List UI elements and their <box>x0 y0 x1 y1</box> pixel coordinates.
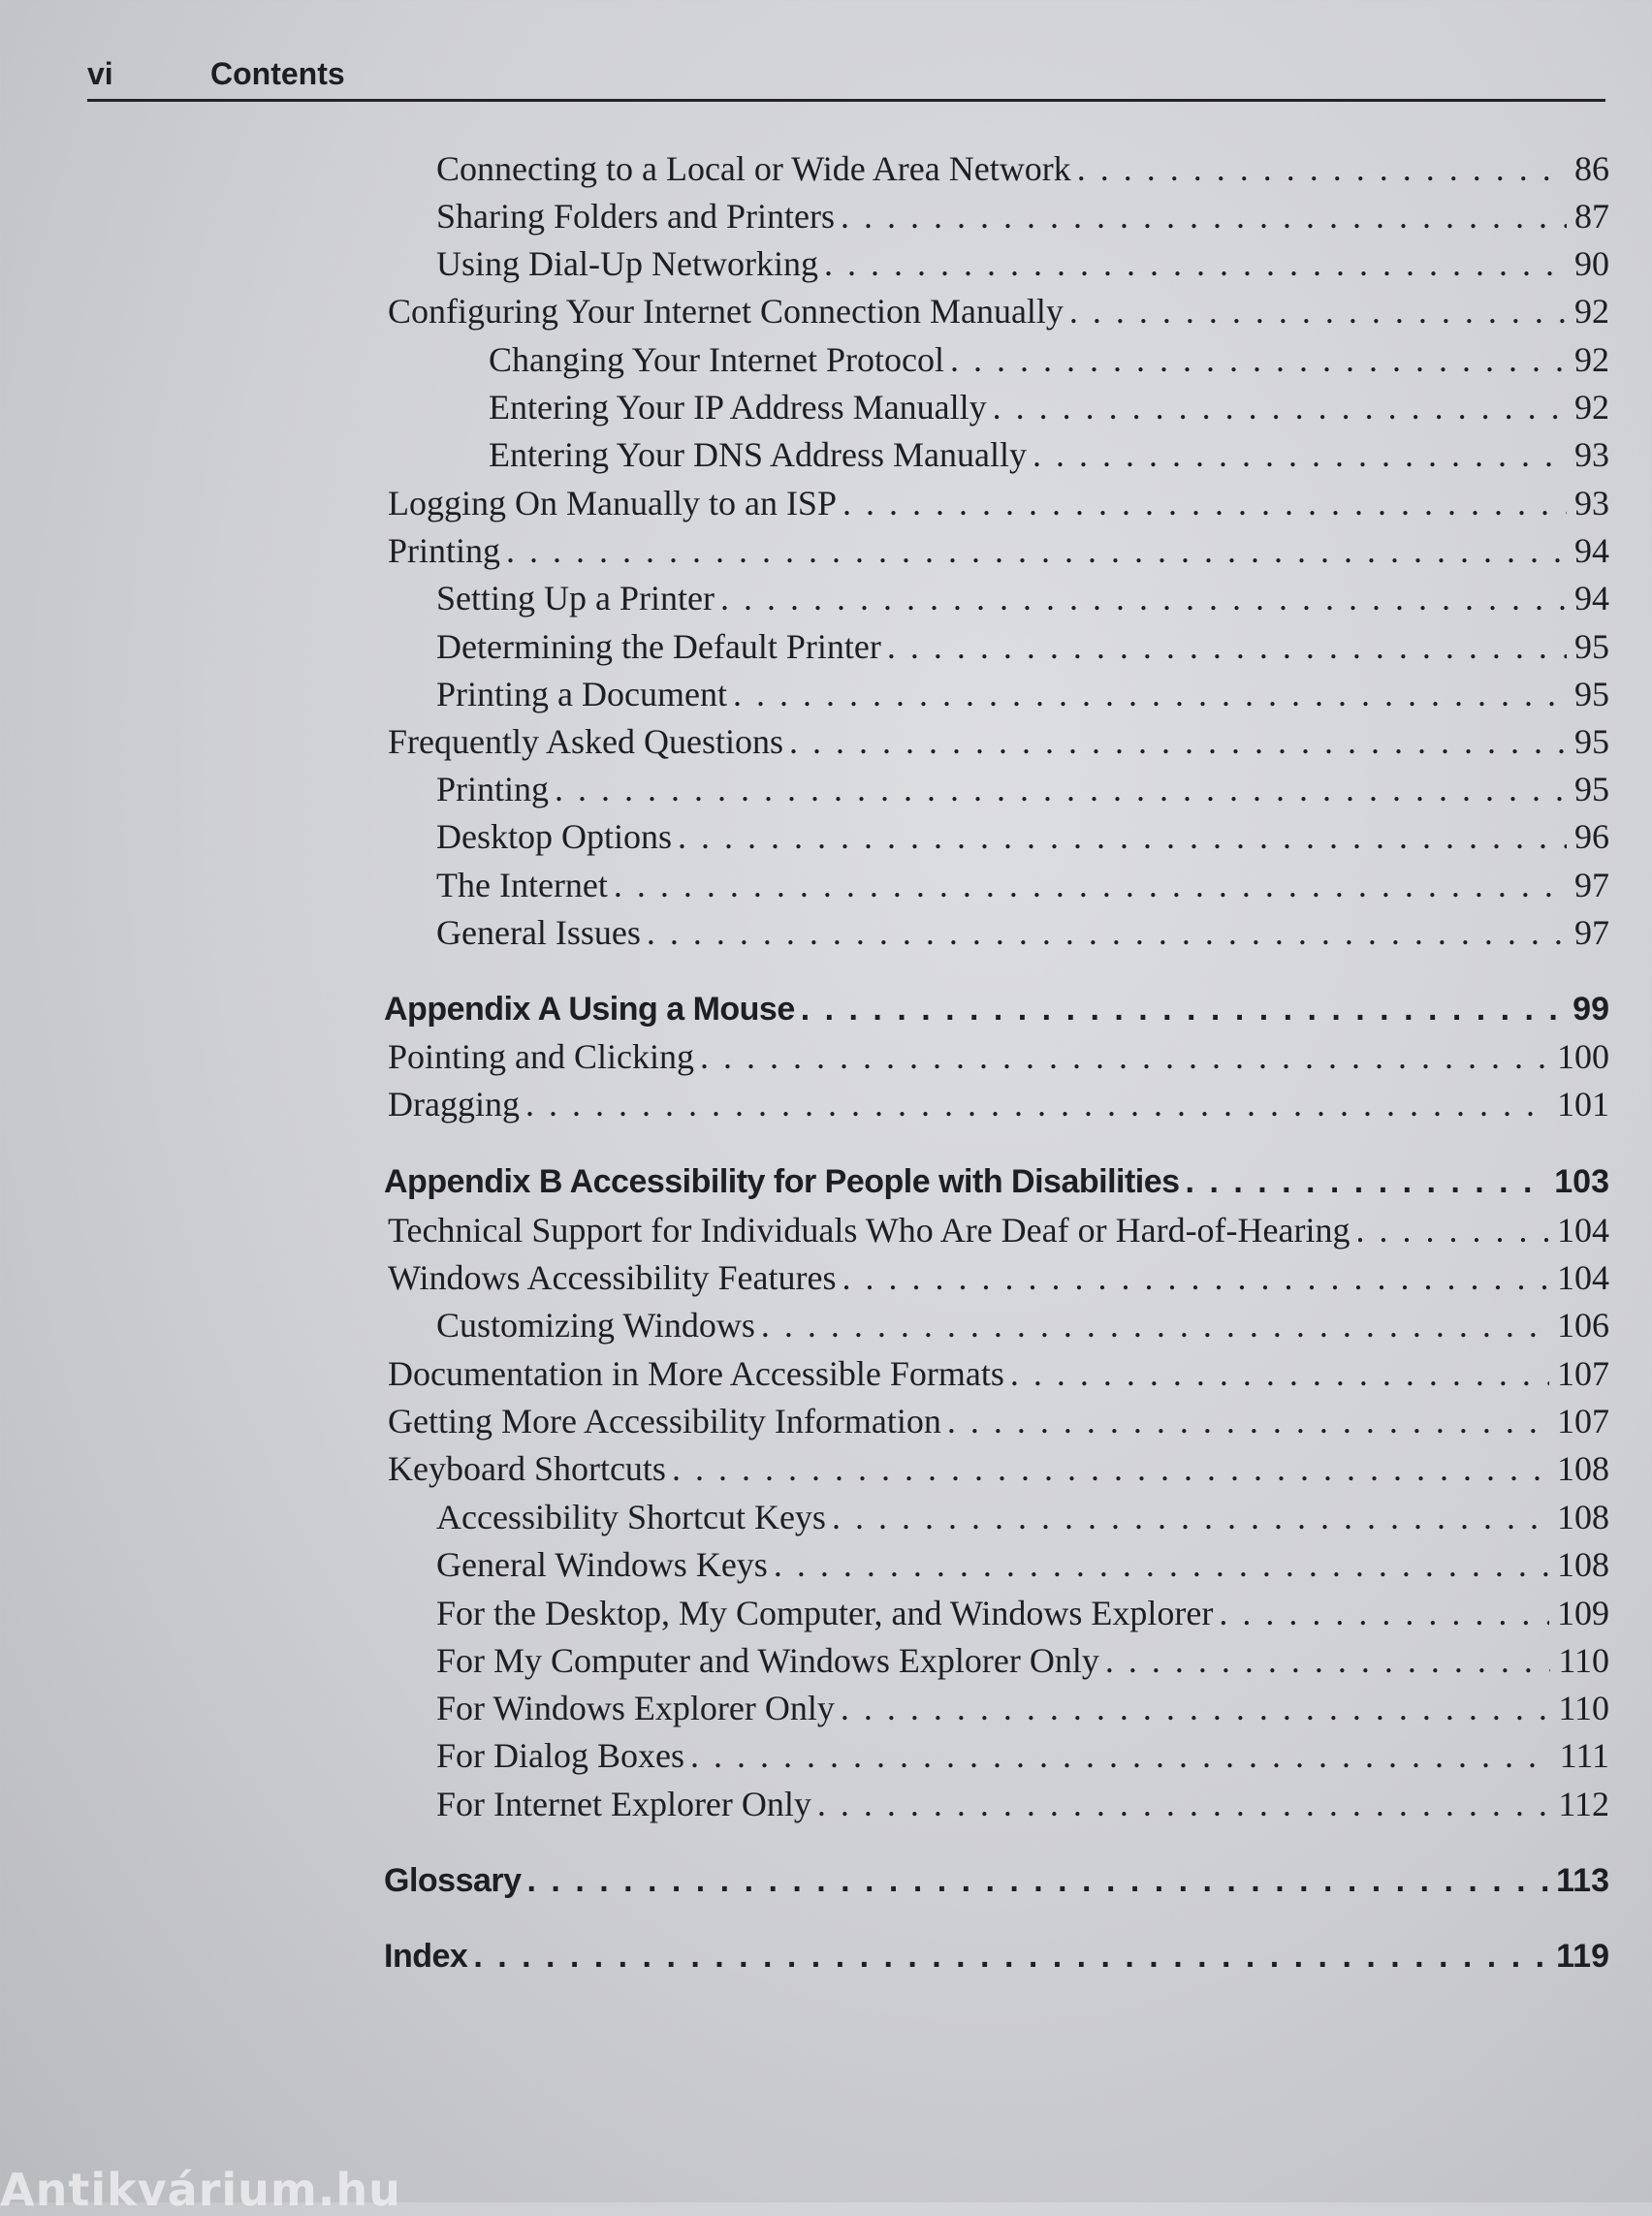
toc-entry-title: Frequently Asked Questions <box>388 722 783 761</box>
toc-entry <box>388 718 1609 765</box>
toc-leader-dots <box>824 240 1567 287</box>
toc-entry-page: 92 <box>1574 340 1609 379</box>
toc-entry <box>436 1302 1609 1348</box>
toc-entry-page: 101 <box>1557 1085 1609 1124</box>
toc-entry-title: Appendix B Accessibility for People with Disabilities <box>384 1163 1180 1200</box>
toc-leader-dots <box>887 623 1567 670</box>
toc-entry-title: Documentation in More Accessible Formats <box>388 1354 1004 1393</box>
toc-entry-page: 100 <box>1557 1037 1609 1076</box>
toc-entry-title: Accessibility Shortcut Keys <box>436 1498 826 1536</box>
toc-entry-title: Sharing Folders and Printers <box>436 197 835 236</box>
toc-entry <box>436 813 1609 860</box>
toc-entry-title: Printing <box>436 770 550 808</box>
toc-entry <box>388 1350 1609 1397</box>
toc-entry <box>388 480 1609 526</box>
toc-leader-dots <box>527 1857 1549 1904</box>
toc-entry <box>388 1254 1609 1301</box>
toc-entry <box>436 1685 1609 1731</box>
toc-entry <box>436 240 1609 287</box>
toc-entry-page: 111 <box>1559 1736 1609 1775</box>
page-number: vi <box>87 56 113 91</box>
toc-leader-dots <box>842 1254 1549 1301</box>
toc-entry-title: Logging On Manually to an ISP <box>388 484 837 522</box>
toc-entry-title: Keyboard Shortcuts <box>388 1449 666 1488</box>
toc-entry-page: 94 <box>1574 579 1609 617</box>
toc-entry <box>388 1033 1609 1080</box>
toc-entry-title: Configuring Your Internet Connection Manually <box>388 292 1064 331</box>
toc-leader-dots <box>993 384 1567 430</box>
toc-leader-dots <box>1032 431 1567 478</box>
toc-entry-title: Connecting to a Local or Wide Area Network <box>436 149 1071 188</box>
toc-leader-dots <box>950 336 1567 383</box>
toc-entry-title: Dragging <box>388 1085 520 1124</box>
toc-leader-dots <box>678 813 1567 860</box>
toc-entry-title: Pointing and Clicking <box>388 1037 695 1076</box>
toc-leader-dots <box>506 527 1567 574</box>
toc-entry-page: 93 <box>1574 435 1609 474</box>
toc-entry-page: 108 <box>1557 1545 1609 1584</box>
toc-leader-dots <box>1186 1158 1547 1205</box>
toc-leader-dots <box>841 193 1567 239</box>
toc-leader-dots <box>761 1302 1549 1348</box>
toc-entry <box>489 336 1609 383</box>
toc-entry-title: Entering Your DNS Address Manually <box>489 435 1027 474</box>
toc-leader-dots <box>801 986 1565 1032</box>
toc-entry-page: 104 <box>1557 1211 1609 1250</box>
toc-leader-dots <box>1105 1637 1551 1684</box>
toc-leader-dots <box>1069 288 1567 334</box>
toc-entry-title: General Issues <box>436 913 641 952</box>
toc-entry <box>436 766 1609 812</box>
toc-entry <box>436 623 1609 670</box>
toc-entry-page: 92 <box>1574 388 1609 427</box>
toc-entry-title: For My Computer and Windows Explorer Only <box>436 1641 1099 1680</box>
toc-entry-page: 95 <box>1574 770 1609 808</box>
toc-leader-dots <box>733 671 1567 717</box>
toc-entry <box>384 1933 1609 1979</box>
toc-entry-page: 97 <box>1574 913 1609 952</box>
toc-entry <box>436 193 1609 239</box>
toc-entry-page: 108 <box>1557 1498 1609 1536</box>
toc-entry-title: Setting Up a Printer <box>436 579 715 617</box>
toc-entry <box>436 1781 1609 1827</box>
toc-entry-page: 107 <box>1557 1402 1609 1440</box>
toc-leader-dots <box>774 1541 1549 1588</box>
toc-entry-page: 86 <box>1574 149 1609 188</box>
toc-entry-page: 110 <box>1558 1641 1609 1680</box>
toc-entry-title: Getting More Accessibility Information <box>388 1402 941 1440</box>
toc-entry <box>436 575 1609 621</box>
toc-entry-title: Index <box>384 1938 468 1975</box>
toc-entry-page: 95 <box>1574 627 1609 666</box>
toc-entry-page: 95 <box>1574 675 1609 713</box>
toc-leader-dots <box>1077 145 1567 192</box>
toc-entry-title: General Windows Keys <box>436 1545 768 1584</box>
toc-leader-dots <box>672 1445 1549 1492</box>
toc-leader-dots <box>947 1398 1549 1444</box>
toc-entry <box>436 671 1609 717</box>
toc-entry-title: Windows Accessibility Features <box>388 1258 837 1297</box>
toc-entry-page: 108 <box>1557 1449 1609 1488</box>
toc-leader-dots <box>817 1781 1550 1827</box>
toc-entry-page: 96 <box>1574 817 1609 856</box>
toc-entry-title: Technical Support for Individuals Who Are Deaf or Hard-of-Hearing <box>388 1211 1350 1250</box>
toc-leader-dots <box>789 718 1567 765</box>
toc-entry <box>489 384 1609 430</box>
toc-entry-page: 95 <box>1574 722 1609 761</box>
toc-entry <box>384 986 1609 1032</box>
toc-entry-page: 94 <box>1574 531 1609 570</box>
toc-entry-page: 97 <box>1574 866 1609 904</box>
toc-entry <box>436 1494 1609 1540</box>
toc-entry-page: 110 <box>1558 1689 1609 1727</box>
toc-entry <box>384 1857 1609 1904</box>
toc-leader-dots <box>473 1933 1548 1979</box>
toc-entry-page: 113 <box>1556 1862 1609 1899</box>
watermark: Antikvárium.hu <box>0 2164 401 2216</box>
toc-entry-title: Desktop Options <box>436 817 672 856</box>
toc-entry <box>388 1207 1609 1253</box>
toc-entry-page: 90 <box>1574 244 1609 283</box>
toc-leader-dots <box>720 575 1567 621</box>
toc-entry <box>388 1398 1609 1444</box>
toc-entry-title: For Internet Explorer Only <box>436 1785 811 1823</box>
toc-entry <box>436 1637 1609 1684</box>
toc-entry-title: Changing Your Internet Protocol <box>489 340 944 379</box>
toc-entry <box>436 1541 1609 1588</box>
toc-entry-title: Glossary <box>384 1862 522 1899</box>
running-head-title: Contents <box>210 56 345 91</box>
toc-entry-title: Printing <box>388 531 501 570</box>
toc-leader-dots <box>1219 1590 1549 1636</box>
toc-entry-page: 92 <box>1574 292 1609 331</box>
toc-entry-page: 87 <box>1574 197 1609 236</box>
toc-entry-page: 99 <box>1573 991 1609 1028</box>
toc-entry <box>436 1732 1609 1779</box>
toc-entry <box>489 431 1609 478</box>
toc-entry-title: Customizing Windows <box>436 1306 755 1345</box>
toc-entry-page: 104 <box>1557 1258 1609 1297</box>
toc-entry-page: 93 <box>1574 484 1609 522</box>
toc-entry-title: Using Dial-Up Networking <box>436 244 818 283</box>
toc-entry-title: Determining the Default Printer <box>436 627 881 666</box>
toc-entry <box>436 145 1609 192</box>
toc-entry-title: Entering Your IP Address Manually <box>489 388 987 427</box>
toc-entry-title: Appendix A Using a Mouse <box>384 991 795 1028</box>
toc-entry <box>388 527 1609 574</box>
toc-leader-dots <box>841 1685 1550 1731</box>
toc-leader-dots <box>1010 1350 1549 1397</box>
toc-leader-dots <box>555 766 1567 812</box>
toc-leader-dots <box>1355 1207 1549 1253</box>
toc-leader-dots <box>832 1494 1549 1540</box>
toc-entry <box>436 909 1609 956</box>
toc-entry-title: For Dialog Boxes <box>436 1736 684 1775</box>
toc-entry-page: 112 <box>1558 1785 1609 1823</box>
toc-entry-title: Printing a Document <box>436 675 727 713</box>
page-header <box>87 56 1605 102</box>
toc-leader-dots <box>647 909 1567 956</box>
toc-leader-dots <box>525 1081 1549 1127</box>
toc-entry <box>384 1158 1609 1205</box>
toc-entry-page: 106 <box>1557 1306 1609 1345</box>
toc-entry-page: 107 <box>1557 1354 1609 1393</box>
toc-entry-page: 119 <box>1556 1938 1609 1975</box>
toc-leader-dots <box>700 1033 1549 1080</box>
toc-entry <box>388 1081 1609 1127</box>
toc-entry <box>436 1590 1609 1636</box>
toc-entry <box>388 1445 1609 1492</box>
toc-entry <box>388 288 1609 334</box>
toc-leader-dots <box>690 1732 1552 1779</box>
toc-entry-page: 103 <box>1554 1163 1609 1200</box>
toc-entry-title: For the Desktop, My Computer, and Windows Explorer <box>436 1594 1214 1632</box>
toc-entry-page: 109 <box>1557 1594 1609 1632</box>
toc-leader-dots <box>614 862 1567 908</box>
toc-entry-title: The Internet <box>436 866 608 904</box>
toc-entry-title: For Windows Explorer Only <box>436 1689 835 1727</box>
toc-entry <box>436 862 1609 908</box>
toc-leader-dots <box>842 480 1567 526</box>
